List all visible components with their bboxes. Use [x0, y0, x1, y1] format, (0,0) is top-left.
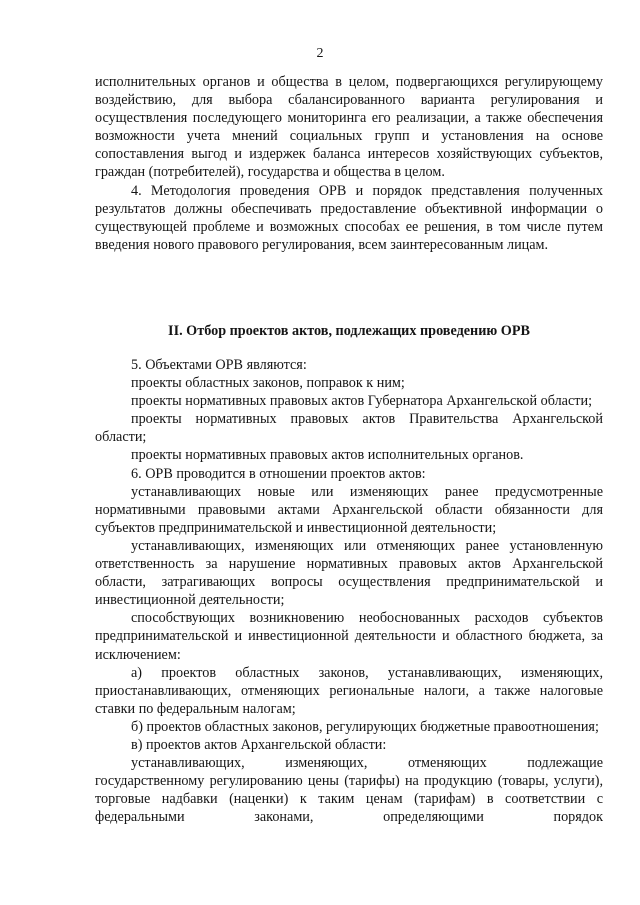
- paragraph-list-item: устанавливающих, изменяющих, отменяющих подлежащие государственному регулированию цены (тарифы) на продукцию (товары, услуги), торговые надбавки (наценки) к таким ценам (тарифам) в соответствии с федеральными законами, определяющими порядок: [95, 755, 603, 826]
- paragraph-list-item: способствующих возникновению необоснованных расходов субъектов предпринимательской и инвестиционной деятельности и областного бюджета, за исключением:: [95, 610, 603, 663]
- paragraph-clause-6: 6. ОРВ проводится в отношении проектов актов:: [131, 465, 426, 482]
- page-number: 2: [316, 46, 324, 61]
- paragraph-subitem-v: в) проектов актов Архангельской области:: [131, 736, 387, 753]
- paragraph-continuation: исполнительных органов и общества в целом, подвергающихся регулирующему воздействию, для выбора сбалансированного варианта регулирования и осуществления последующего мониторинга его реализации, а также обеспечения возможности учета мнений социальных групп и установления на основе сопоставления выгод и издержек баланса интересов хозяйствующих субъектов, граждан (потребителей), государства и общества в целом.: [95, 74, 603, 181]
- section-text-block: [95, 356, 603, 826]
- paragraph-subitem-b: б) проектов областных законов, регулирующих бюджетные правоотношения;: [131, 718, 599, 735]
- paragraph-clause-4: 4. Методология проведения ОРВ и порядок представления полученных результатов должны обеспечивать предоставление объективной информации о существующей проблеме и возможных способах ее решения, в том числе путем введения нового правового регулирования, всем заинтересованным лицам.: [95, 182, 603, 253]
- paragraph-list-item: проекты нормативных правовых актов исполнительных органов.: [131, 447, 524, 464]
- paragraph-list-item: устанавливающих, изменяющих или отменяющих ранее установленную ответственность за нарушение нормативных правовых актов Архангельской области, затрагивающих вопросы осуществления предпринимательской и инвестиционной деятельности;: [95, 537, 603, 609]
- paragraph-subitem-a: а) проектов областных законов, устанавливающих, изменяющих, приостанавливающих, отменяющих региональные налоги, а также налоговые ставки по федеральным налогам;: [95, 664, 603, 717]
- intro-text-block: [95, 73, 603, 254]
- paragraph-list-item: устанавливающих новые или изменяющих ранее предусмотренные нормативными правовыми актами Архангельской области обязанности для субъектов предпринимательской и инвестиционной деятельности;: [95, 483, 603, 536]
- paragraph-list-item: проекты нормативных правовых актов Правительства Архангельской области;: [95, 411, 603, 446]
- paragraph-list-item: проекты областных законов, поправок к ним;: [131, 375, 405, 392]
- paragraph-list-item: проекты нормативных правовых актов Губернатора Архангельской области;: [131, 393, 593, 410]
- section-heading: II. Отбор проектов актов, подлежащих проведению ОРВ: [168, 323, 530, 339]
- paragraph-clause-5: 5. Объектами ОРВ являются:: [131, 357, 307, 373]
